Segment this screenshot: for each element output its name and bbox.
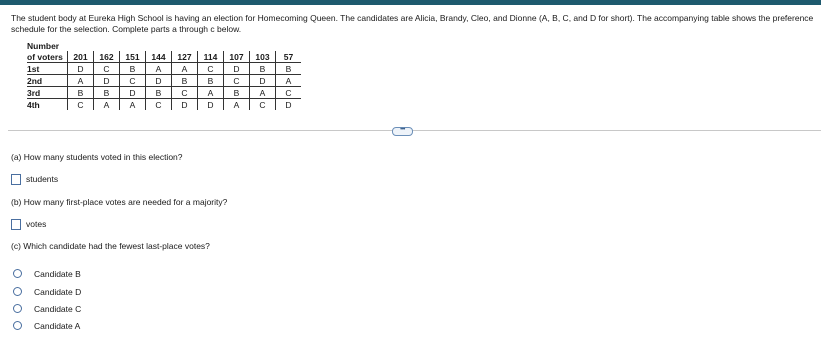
rank-row-1st xyxy=(27,63,301,75)
rank-label: 2nd xyxy=(27,75,68,87)
table-cell: B xyxy=(198,75,224,87)
table-cell: B xyxy=(68,87,94,99)
voters-row xyxy=(27,51,301,63)
table-cell: A xyxy=(68,75,94,87)
voter-count: 127 xyxy=(172,51,198,63)
voter-count: 57 xyxy=(276,51,302,63)
rank-row-2nd xyxy=(27,75,301,87)
table-cell: B xyxy=(276,63,302,75)
rank-label: 4th xyxy=(27,99,40,110)
header-label-number: Number xyxy=(27,40,60,51)
table-cell: B xyxy=(94,87,120,99)
part-b-question: (b) How many first-place votes are needed for a majority? xyxy=(11,197,228,207)
table-cell: A xyxy=(146,63,172,75)
table-cell: D xyxy=(120,87,146,99)
option-label: Candidate C xyxy=(34,303,82,314)
table-cell: B xyxy=(120,63,146,75)
voter-count: 144 xyxy=(146,51,172,63)
table-cell: A xyxy=(94,99,120,111)
part-b-unit: votes xyxy=(26,219,47,229)
option-label: Candidate A xyxy=(34,320,81,331)
table-cell: C xyxy=(94,63,120,75)
table-cell: D xyxy=(224,63,250,75)
part-b-answer-row xyxy=(11,217,46,231)
table-cell: C xyxy=(198,63,224,75)
option-label: Candidate D xyxy=(34,286,82,297)
table-cell: C xyxy=(172,87,198,99)
table-cell: A xyxy=(276,75,302,87)
table-cell: A xyxy=(250,87,276,99)
voter-count: 151 xyxy=(120,51,146,63)
table-cell: D xyxy=(198,99,224,111)
table-cell: D xyxy=(68,63,94,75)
table-cell: D xyxy=(94,75,120,87)
option-label: Candidate B xyxy=(34,268,81,279)
table-cell: C xyxy=(276,87,302,99)
radio-button[interactable] xyxy=(13,304,22,313)
problem-intro: The student body at Eureka High School is having an election for Homecoming Queen. The candidates are Alicia, Brandy, Cleo, and Dionne (A, B, C, and D for short). The accompanying table shows the preference schedule for the selection. Complete parts a through c below. xyxy=(11,13,814,34)
table-cell: D xyxy=(172,99,198,111)
table-cell: C xyxy=(250,99,276,111)
option-candidate-b[interactable] xyxy=(13,268,81,279)
table-cell: C xyxy=(68,99,94,111)
rank-label: 1st xyxy=(27,63,68,75)
table-cell: C xyxy=(146,99,172,111)
voter-count: 103 xyxy=(250,51,276,63)
table-cell: B xyxy=(250,63,276,75)
table-cell: D xyxy=(146,75,172,87)
table-cell: B xyxy=(146,87,172,99)
top-accent-bar xyxy=(0,0,821,5)
option-candidate-a[interactable] xyxy=(13,320,80,331)
part-a-answer-input[interactable] xyxy=(11,174,21,185)
table-cell: B xyxy=(224,87,250,99)
table-cell: A xyxy=(172,63,198,75)
table-cell: C xyxy=(120,75,146,87)
part-c-question: (c) Which candidate had the fewest last-place votes? xyxy=(11,241,210,251)
table-cell: A xyxy=(120,99,146,111)
table-cell: C xyxy=(224,75,250,87)
voter-count: 201 xyxy=(68,51,94,63)
rank-label: 3rd xyxy=(27,87,68,99)
part-a-answer-row xyxy=(11,172,58,186)
part-a-question: (a) How many students voted in this election? xyxy=(11,152,183,162)
voter-count: 107 xyxy=(224,51,250,63)
radio-button[interactable] xyxy=(13,321,22,330)
voter-count: 114 xyxy=(198,51,224,63)
option-candidate-d[interactable] xyxy=(13,286,81,297)
table-cell: D xyxy=(276,99,302,111)
table-cell: A xyxy=(198,87,224,99)
option-candidate-c[interactable] xyxy=(13,303,81,314)
radio-button[interactable] xyxy=(13,287,22,296)
rank-row-3rd xyxy=(27,87,301,99)
voter-count: 162 xyxy=(94,51,120,63)
section-divider xyxy=(8,130,821,131)
table-cell: D xyxy=(250,75,276,87)
radio-button[interactable] xyxy=(13,269,22,278)
table-cell: A xyxy=(224,99,250,111)
part-b-answer-input[interactable] xyxy=(11,219,21,230)
more-options-button[interactable]: ••• xyxy=(392,127,413,136)
header-label-voters: of voters xyxy=(27,51,68,63)
rank-row-4th xyxy=(27,99,301,111)
part-a-unit: students xyxy=(26,174,59,184)
preference-schedule-table xyxy=(27,40,301,110)
table-cell: B xyxy=(172,75,198,87)
